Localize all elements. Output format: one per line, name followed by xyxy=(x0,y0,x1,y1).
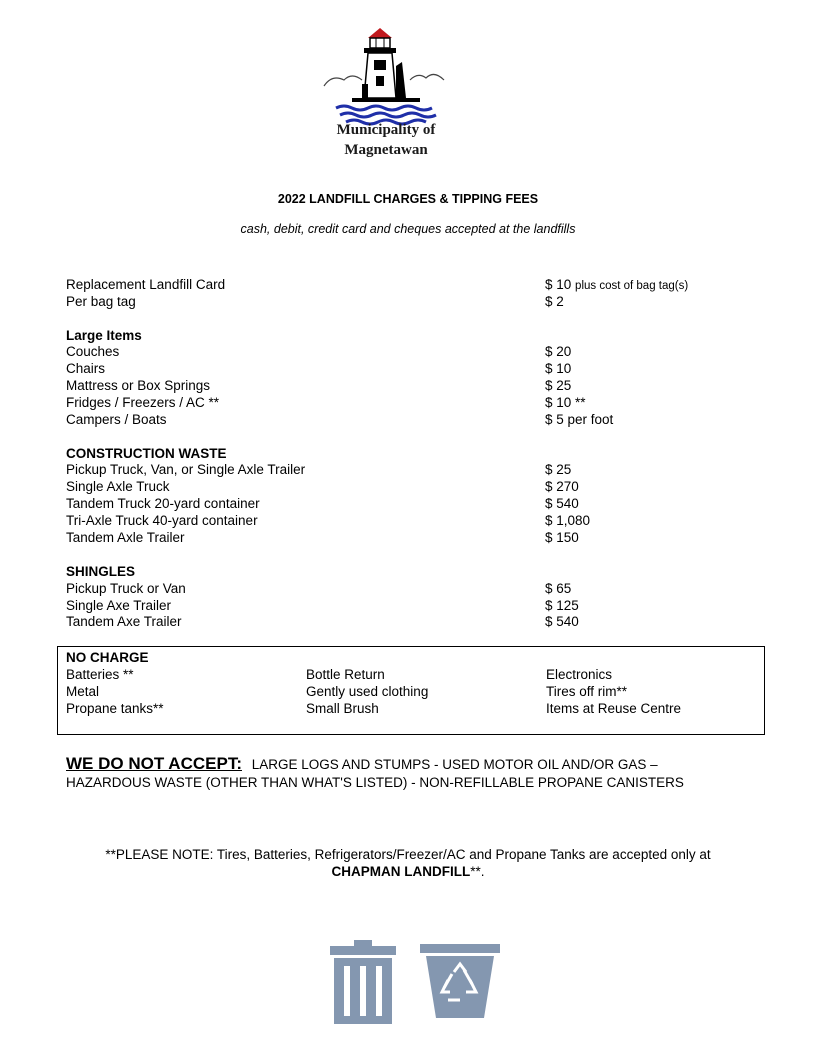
fee-value: $ 125 xyxy=(545,598,579,613)
fee-value: $ 10 ** xyxy=(545,395,586,410)
fee-label: Tri-Axle Truck 40-yard container xyxy=(66,513,258,528)
section-heading-large-items: Large Items xyxy=(66,328,142,343)
fee-value: $ 1,080 xyxy=(545,513,591,528)
fee-label: Campers / Boats xyxy=(66,412,167,427)
fee-value: $ 25 xyxy=(545,378,572,393)
lighthouse-icon xyxy=(322,26,450,136)
fee-value: $ 25 xyxy=(545,462,572,477)
no-charge-item: Bottle Return xyxy=(306,667,385,682)
section-heading-no-charge: NO CHARGE xyxy=(66,650,149,665)
fee-label: Per bag tag xyxy=(66,294,136,309)
fee-label: Single Axle Truck xyxy=(66,479,170,494)
fee-value: $ 540 xyxy=(545,496,579,511)
fee-value: $ 65 xyxy=(545,581,572,596)
trash-can-icon xyxy=(328,940,398,1024)
fee-label: Replacement Landfill Card xyxy=(66,277,226,292)
fee-value: $ 10 xyxy=(545,361,572,376)
fee-value: $ 540 xyxy=(545,614,579,629)
note-tail: **. xyxy=(470,864,485,879)
not-accepted-line-1: LARGE LOGS AND STUMPS - USED MOTOR OIL AND/OR GAS – xyxy=(251,757,658,772)
no-charge-item: Tires off rim** xyxy=(546,684,628,699)
fee-value: $ 2 xyxy=(545,294,564,309)
section-heading-construction: CONSTRUCTION WASTE xyxy=(66,446,227,461)
page-subtitle: cash, debit, credit card and cheques accepted at the landfills xyxy=(240,222,576,236)
fee-label: Single Axe Trailer xyxy=(66,598,172,613)
logo-line-2: Magnetawan xyxy=(344,142,428,158)
fee-label: Mattress or Box Springs xyxy=(66,378,211,393)
fee-value: $ 270 xyxy=(545,479,579,494)
fee-label: Chairs xyxy=(66,361,106,376)
please-note xyxy=(40,846,776,880)
not-accepted-notice xyxy=(66,755,766,792)
fee-label: Pickup Truck or Van xyxy=(66,581,186,596)
note-bold: CHAPMAN LANDFILL xyxy=(331,864,471,879)
municipality-logo xyxy=(322,26,450,164)
fee-note: plus cost of bag tag(s) xyxy=(575,280,689,292)
fee-label: Tandem Axe Trailer xyxy=(66,614,182,629)
not-accepted-line-2: HAZARDOUS WASTE (OTHER THAN WHAT'S LISTED) - NON-REFILLABLE PROPANE CANISTERS xyxy=(66,775,684,790)
section-heading-shingles: SHINGLES xyxy=(66,564,136,579)
fee-value: $ 150 xyxy=(545,530,579,545)
fee-value xyxy=(545,276,688,295)
fee-value: $ 20 xyxy=(545,344,572,359)
page-title: 2022 LANDFILL CHARGES & TIPPING FEES xyxy=(277,192,539,206)
no-charge-item: Electronics xyxy=(546,667,613,682)
logo-line-1: Municipality of xyxy=(336,122,436,138)
no-charge-item: Gently used clothing xyxy=(306,684,429,699)
recycle-bin-icon xyxy=(420,944,500,1018)
fee-label: Tandem Truck 20-yard container xyxy=(66,496,260,511)
fee-value: $ 5 per foot xyxy=(545,412,614,427)
no-charge-item: Propane tanks** xyxy=(66,701,164,716)
no-charge-item: Metal xyxy=(66,684,100,699)
note-text: **PLEASE NOTE: Tires, Batteries, Refrigerators/Freezer/AC and Propane Tanks are accepted only at xyxy=(105,847,711,862)
fee-amount: $ 10 xyxy=(545,277,572,292)
not-accepted-heading: WE DO NOT ACCEPT: xyxy=(66,754,242,773)
fee-label: Tandem Axle Trailer xyxy=(66,530,185,545)
no-charge-item: Items at Reuse Centre xyxy=(546,701,682,716)
fee-label: Couches xyxy=(66,344,120,359)
no-charge-item: Small Brush xyxy=(306,701,379,716)
fee-label: Fridges / Freezers / AC ** xyxy=(66,395,220,410)
no-charge-item: Batteries ** xyxy=(66,667,134,682)
fee-label: Pickup Truck, Van, or Single Axle Trailer xyxy=(66,462,306,477)
